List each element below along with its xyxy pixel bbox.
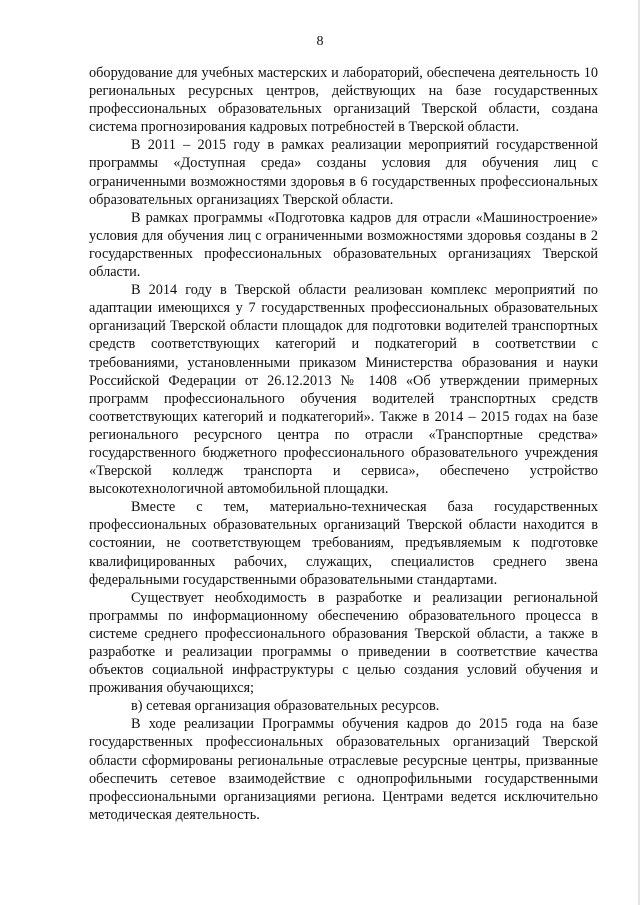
- paragraph-7-list-item: в) сетевая организация образовательных ресурсов.: [131, 698, 440, 715]
- document-body: [89, 64, 598, 824]
- paragraph-1: оборудование для учебных мастерских и лабораторий, обеспечена деятельность 10 региональных ресурсных центров, действующих на базе государственных профессиональных образовательных организаций Тверской области, создана система прогнозирования кадровых потребностей в Тверской области.: [89, 65, 598, 136]
- paragraph-6: Существует необходимость в разработке и реализации региональной программы по информационному обеспечению образовательного процесса в системе среднего профессионального образования Тверской области, а также в разработке и реализации программы о приведении в соответствие качества объектов социальной инфраструктуры с целью создания условий обучения и проживания обучающихся;: [89, 589, 598, 697]
- paragraph-8: В ходе реализации Программы обучения кадров до 2015 года на базе государственных профессиональных образовательных организаций Тверской области сформированы региональные отраслевые ресурсные центры, призванные обеспечить сетевое взаимодействие с однопрофильными государственными профессиональными организациями региона. Центрами ведется исключительно методическая деятельность.: [89, 716, 598, 823]
- paragraph-4: В 2014 году в Тверской области реализован комплекс мероприятий по адаптации имеющихся у 7 государственных профессиональных образовательных организаций Тверской области площадок для подготовки водителей транспортных средств соответствующих категорий и подкатегорий в соответствии с требованиями, установленными приказом Министерства образования и науки Российской Федерации от 26.12.2013 № 1408 «Об утверждении примерных программ профессионального обучения водителей транспортных средств соответствующих категорий и подкатегорий». Также в 2014 – 2015 годах на базе регионального ресурсного центра по отрасли «Транспортные средства» государственного бюджетного профессионального образовательного учреждения «Тверской колледж транспорта и сервиса», обеспечено устройство высокотехнологичной автомобильной площадки.: [89, 282, 598, 498]
- paragraph-3: В рамках программы «Подготовка кадров для отрасли «Машиностроение» условия для обучения лиц с ограниченными возможностями здоровья созданы в 2 государственных профессиональных образовательных организациях Тверской области.: [89, 209, 598, 281]
- paragraph-2: В 2011 – 2015 году в рамках реализации мероприятий государственной программы «Доступная среда» созданы условия для обучения лиц с ограниченными возможностями здоровья в 6 государственных профессиональных образовательных организациях Тверской области.: [89, 137, 598, 208]
- page-number: 8: [316, 34, 324, 49]
- paragraph-5: Вместе с тем, материально-техническая база государственных профессиональных образовательных организаций Тверской области находится в состоянии, не соответствующем требованиям, предъявляемым к подготовке квалифицированных рабочих, служащих, специалистов среднего звена федеральными государственными образовательными стандартами.: [89, 499, 598, 588]
